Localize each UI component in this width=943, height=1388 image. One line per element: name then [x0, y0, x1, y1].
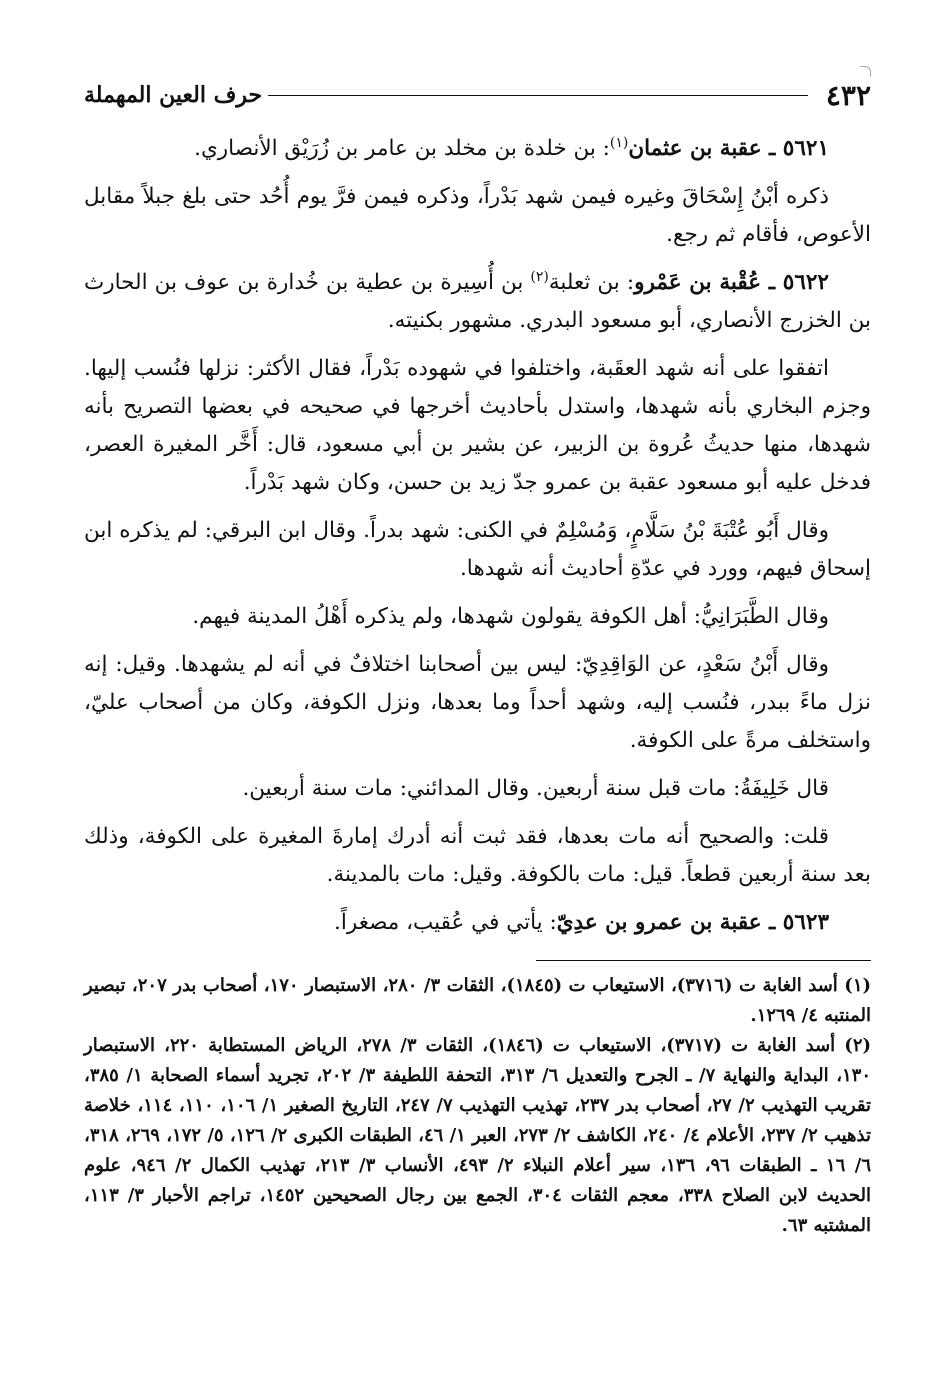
paragraph: قال خَلِيفَةُ: مات قبل سنة أربعين. وقال المدائني: مات سنة أربعين.	[242, 776, 829, 801]
footnote-separator	[536, 960, 871, 961]
entry-5622	[84, 264, 871, 340]
entry-head: ٥٦٢١ ـ عقبة بن عثمان	[628, 136, 829, 161]
footnote-ref: (٢)	[530, 268, 549, 285]
footnote-ref: (١)	[609, 134, 629, 151]
paragraph: وقال الطَّبَرَانِيُّ: أهل الكوفة يقولون شهدها، ولم يذكره أَهْلُ المدينة فيهم.	[192, 604, 829, 629]
paragraph: ذكره أبْنُ إِسْحَاقَ وغيره فيمن شهد بَدْراً، وذكره فيمن فرَّ يوم أُحُد حتى بلغ جبلاً مقابل الأعوص، فأقام ثم رجع.	[84, 184, 871, 247]
entry-head: ٥٦٢٣ ـ عقبة بن عمرو بن عدِيّ	[556, 910, 829, 935]
page-number: ٤٣٢	[825, 78, 871, 112]
paragraph: قلت: والصحيح أنه مات بعدها، فقد ثبت أنه أدرك إمارةَ المغيرة على الكوفة، وذلك بعد سنة أربعين قطعاً. قيل: مات بالكوفة. وقيل: مات بالمدينة.	[84, 824, 871, 887]
entry-text: : بن خلدة بن مخلد بن عامر بن زُرَيْق الأنصاري.	[194, 136, 610, 161]
page-corner-mark	[860, 66, 871, 77]
entry-text: : بن ثعلبة	[548, 270, 635, 295]
main-text	[84, 130, 871, 942]
entry-5623	[84, 904, 871, 942]
footnotes	[84, 971, 871, 1241]
header-rule	[268, 95, 808, 96]
page-header	[84, 70, 871, 120]
paragraph: وقال أَبُو عُتْبَةَ بْنُ سَلَّامٍ، وَمُسْلِمٌ في الكنى: شهد بدراً. وقال ابن البرقي: لم يذكره ابن إسحاق فيهم، وورد في عدّةِ أحاديث أنه شهدها.	[84, 518, 871, 581]
paragraph: اتفقوا على أنه شهد العقَبة، واختلفوا في شهوده بَدْراً، فقال الأكثر: نزلها فنُسب إليها. وجزم البخاري بأنه شهدها، واستدل بأحاديث أخرجها في صحيحه في بعضها التصريح بأنه شهدها، منها حديثُ عُروة بن الزبير، عن بشير بن أبي مسعود، قال: أَخَّر المغيرة العصر، فدخل عليه أبو مسعود عقبة بن عمرو جدّ زيد بن حسن، وكان شهد بَدْراً.	[84, 356, 871, 495]
footnote-2: (٢) أسد الغابة ت (٣٧١٧)، الاستيعاب ت (١٨٤٦)، الثقات ٣/ ٢٧٨، الرياض المستطابة ٢٢٠، الاستبصار ١٣٠، البداية والنهاية ٧/ ـ الجرح والتعديل ٦/ ٣١٣، التحفة اللطيفة ٣/ ٢٠٢، تجريد أسماء الصحابة ١/ ٣٨٥، تقريب التهذيب ٢/ ٢٧، أصحاب بدر ٢٣٧، تهذيب التهذيب ٧/ ٢٤٧، التاريخ الصغير ١/ ١٠٦، ١١٠، ١١٤، خلاصة تذهيب ٢/ ٢٣٧، الأعلام ٤/ ٢٤٠، الكاشف ٢/ ٢٧٣، العبر ١/ ٤٦، الطبقات الكبرى ٢/ ١٢٦، ٥/ ١٧٢، ٢٦٩، ٣١٨، ٦/ ١٦ ـ الطبقات ٩٦، ١٣٦، سير أعلام النبلاء ٢/ ٤٩٣، الأنساب ٣/ ٢١٣، تهذيب الكمال ٢/ ٩٤٦، علوم الحديث لابن الصلاح ٣٣٨، معجم الثقات ٣٠٤، الجمع بين رجال الصحيحين ١٤٥٢، تراجم الأحبار ٣/ ١١٣، المشتبه ٦٣.	[84, 1035, 872, 1236]
entry-text: بن أُسِيرة بن عطية بن خُدارة بن عوف بن الحارث بن الخزرج الأنصاري، أبو مسعود البدري. مشهور بكنيته.	[84, 270, 871, 333]
entry-text: : يأتي في عُقيب، مصغراً.	[334, 910, 557, 935]
entry-5621	[84, 130, 871, 168]
footnote-1: (١) أسد الغابة ت (٣٧١٦)، الاستيعاب ت (١٨٤٥)، الثقات ٣/ ٢٨٠، الاستبصار ١٧٠، أصحاب بدر ٢٠٧، تبصير المنتبه ٤/ ١٢٦٩.	[84, 975, 872, 1026]
paragraph: وقال أَبْنُ سَعْدٍ، عن الوَاقِدِيّ: ليس بين أصحابنا اختلافٌ في أنه لم يشهدها. وقيل: إنه نزل ماءً ببدر، فنُسب إليه، وشهد أحداً وما بعدها، ونزل الكوفة، وكان من أصحاب عليّ، واستخلف مرةً على الكوفة.	[84, 652, 871, 753]
entry-head: ٥٦٢٢ ـ عُقْبة بن عَمْرو	[634, 270, 829, 295]
running-title: حرف العين المهملة	[84, 82, 263, 108]
